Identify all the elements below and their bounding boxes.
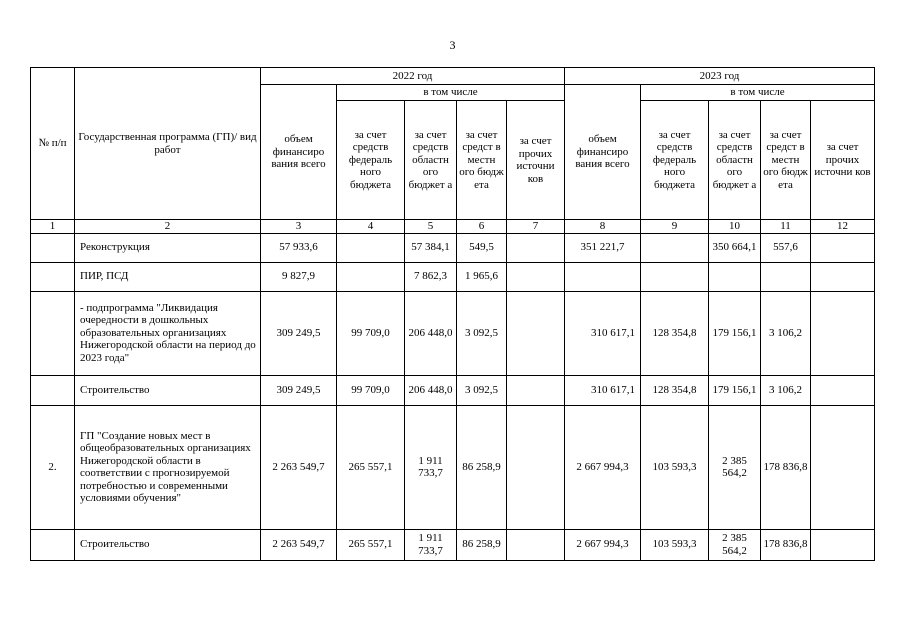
column-number: 7 — [507, 220, 565, 234]
row-number — [31, 262, 75, 291]
cell-other-2023 — [811, 262, 875, 291]
cell-federal-2022: 265 557,1 — [337, 529, 405, 560]
table-row — [31, 529, 875, 560]
cell-total-2023: 2 667 994,3 — [565, 405, 641, 529]
column-number-row — [31, 220, 875, 234]
cell-other-2022 — [507, 233, 565, 262]
cell-other-2022 — [507, 405, 565, 529]
header-col-num: № п/п — [31, 68, 75, 220]
column-number: 11 — [761, 220, 811, 234]
cell-regional-2023: 179 156,1 — [709, 291, 761, 375]
cell-total-2022: 309 249,5 — [261, 291, 337, 375]
column-number: 4 — [337, 220, 405, 234]
cell-other-2022 — [507, 262, 565, 291]
cell-other-2022 — [507, 529, 565, 560]
header-in-that-number-2023: в том числе — [641, 85, 875, 101]
cell-local-2022: 1 965,6 — [457, 262, 507, 291]
cell-federal-2022 — [337, 262, 405, 291]
table-row — [31, 233, 875, 262]
row-name: ПИР, ПСД — [75, 262, 261, 291]
header-col-program: Государственная программа (ГП)/ вид работ — [75, 68, 261, 220]
cell-local-2022: 549,5 — [457, 233, 507, 262]
cell-regional-2023: 2 385 564,2 — [709, 529, 761, 560]
column-number: 2 — [75, 220, 261, 234]
cell-local-2023 — [761, 262, 811, 291]
column-number: 8 — [565, 220, 641, 234]
header-regional-2023: за счет средств областн ого бюджет а — [709, 101, 761, 220]
column-number: 9 — [641, 220, 709, 234]
cell-total-2022: 57 933,6 — [261, 233, 337, 262]
cell-total-2022: 9 827,9 — [261, 262, 337, 291]
column-number: 1 — [31, 220, 75, 234]
cell-total-2023: 310 617,1 — [565, 291, 641, 375]
cell-federal-2023: 128 354,8 — [641, 375, 709, 405]
table-row — [31, 291, 875, 375]
cell-federal-2023: 103 593,3 — [641, 405, 709, 529]
cell-regional-2023 — [709, 262, 761, 291]
page-number: 3 — [449, 38, 456, 52]
header-local-2023: за счет средст в местн ого бюдж ета — [761, 101, 811, 220]
column-number: 12 — [811, 220, 875, 234]
row-name: Строительство — [75, 529, 261, 560]
cell-local-2022: 3 092,5 — [457, 375, 507, 405]
row-number: 2. — [31, 405, 75, 529]
cell-regional-2022: 7 862,3 — [405, 262, 457, 291]
header-year-2023: 2023 год — [565, 68, 875, 85]
cell-federal-2022: 99 709,0 — [337, 291, 405, 375]
cell-regional-2022: 1 911 733,7 — [405, 405, 457, 529]
header-total-2022: объем финансиро вания всего — [261, 85, 337, 220]
cell-total-2023 — [565, 262, 641, 291]
cell-total-2023: 2 667 994,3 — [565, 529, 641, 560]
column-number: 5 — [405, 220, 457, 234]
cell-local-2023: 178 836,8 — [761, 529, 811, 560]
header-regional-2022: за счет средств областн ого бюджет а — [405, 101, 457, 220]
cell-regional-2023: 2 385 564,2 — [709, 405, 761, 529]
row-name: Строительство — [75, 375, 261, 405]
row-number — [31, 233, 75, 262]
cell-other-2023 — [811, 291, 875, 375]
cell-total-2022: 309 249,5 — [261, 375, 337, 405]
header-year-2022: 2022 год — [261, 68, 565, 85]
cell-regional-2022: 206 448,0 — [405, 375, 457, 405]
cell-total-2023: 351 221,7 — [565, 233, 641, 262]
row-name: Реконструкция — [75, 233, 261, 262]
header-other-2023: за счет прочих источни ков — [811, 101, 875, 220]
row-name: - подпрограмма "Ликвидация очередности в дошкольных образовательных организациях Нижегородской области на период до 2023 года" — [75, 291, 261, 375]
column-number: 6 — [457, 220, 507, 234]
cell-local-2023: 3 106,2 — [761, 291, 811, 375]
header-federal-2023: за счет средств федераль ного бюджета — [641, 101, 709, 220]
cell-federal-2022: 265 557,1 — [337, 405, 405, 529]
cell-local-2022: 86 258,9 — [457, 405, 507, 529]
budget-table — [30, 67, 875, 561]
table-row — [31, 375, 875, 405]
header-federal-2022: за счет средств федераль ного бюджета — [337, 101, 405, 220]
cell-federal-2022 — [337, 233, 405, 262]
cell-local-2023: 557,6 — [761, 233, 811, 262]
cell-federal-2023: 128 354,8 — [641, 291, 709, 375]
cell-total-2023: 310 617,1 — [565, 375, 641, 405]
table-row — [31, 405, 875, 529]
cell-other-2023 — [811, 375, 875, 405]
row-name: ГП "Создание новых мест в общеобразовательных организациях Нижегородской области в соответствии с прогнозируемой потребностью и современными условиями обучения" — [75, 405, 261, 529]
header-in-that-number-2022: в том числе — [337, 85, 565, 101]
cell-federal-2023 — [641, 233, 709, 262]
cell-other-2023 — [811, 233, 875, 262]
header-other-2022: за счет прочих источни ков — [507, 101, 565, 220]
cell-regional-2022: 1 911 733,7 — [405, 529, 457, 560]
cell-local-2022: 3 092,5 — [457, 291, 507, 375]
cell-federal-2022: 99 709,0 — [337, 375, 405, 405]
cell-regional-2023: 179 156,1 — [709, 375, 761, 405]
cell-other-2022 — [507, 375, 565, 405]
row-number — [31, 529, 75, 560]
header-total-2023: объем финансиро вания всего — [565, 85, 641, 220]
cell-regional-2022: 206 448,0 — [405, 291, 457, 375]
cell-other-2022 — [507, 291, 565, 375]
cell-other-2023 — [811, 529, 875, 560]
table-row — [31, 262, 875, 291]
cell-local-2023: 178 836,8 — [761, 405, 811, 529]
cell-federal-2023: 103 593,3 — [641, 529, 709, 560]
cell-regional-2023: 350 664,1 — [709, 233, 761, 262]
cell-other-2023 — [811, 405, 875, 529]
cell-local-2023: 3 106,2 — [761, 375, 811, 405]
cell-total-2022: 2 263 549,7 — [261, 405, 337, 529]
cell-federal-2023 — [641, 262, 709, 291]
header-local-2022: за счет средст в местн ого бюдж ета — [457, 101, 507, 220]
column-number: 10 — [709, 220, 761, 234]
cell-regional-2022: 57 384,1 — [405, 233, 457, 262]
column-number: 3 — [261, 220, 337, 234]
row-number — [31, 375, 75, 405]
cell-local-2022: 86 258,9 — [457, 529, 507, 560]
row-number — [31, 291, 75, 375]
cell-total-2022: 2 263 549,7 — [261, 529, 337, 560]
